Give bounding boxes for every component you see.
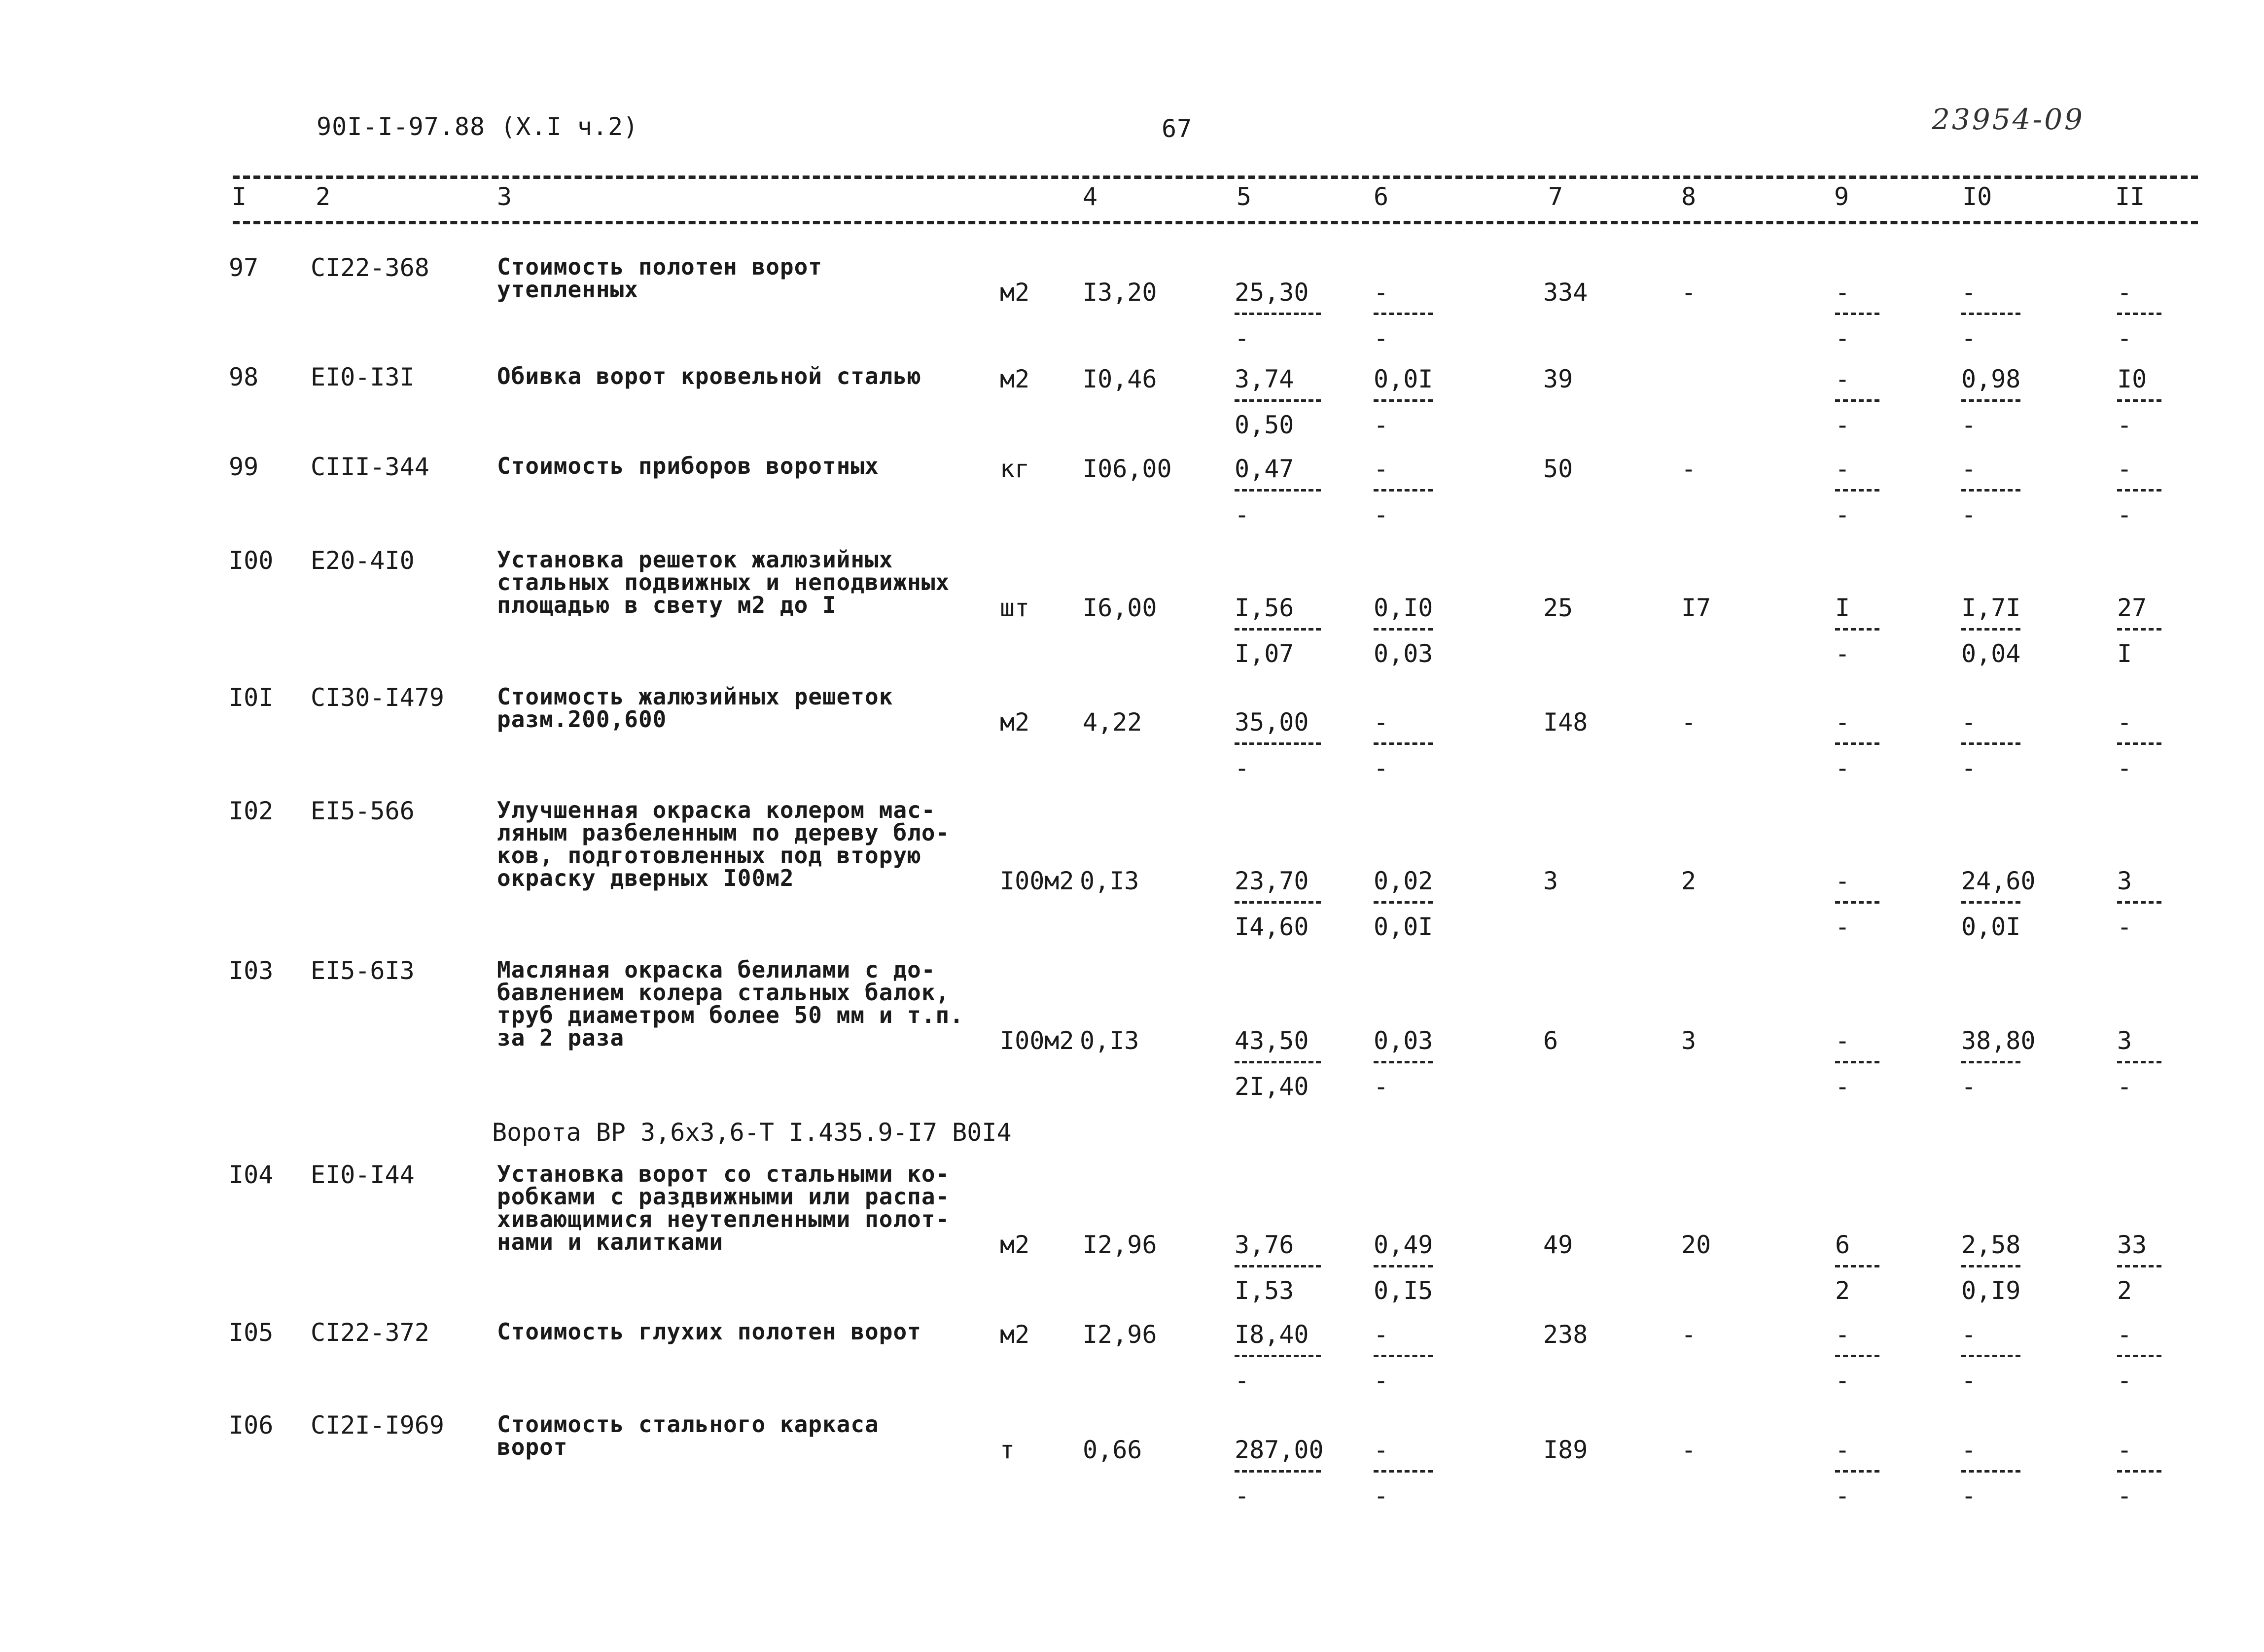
row-col10-numerator: - [1961,455,1977,483]
row-col5-divider [1235,1061,1321,1063]
row-unit: I00м2 [1000,1026,1074,1055]
row-col6-divider [1374,628,1433,631]
row-col11-denominator: - [2117,324,2132,352]
row-col10-divider [1961,399,2020,402]
row-description: Улучшенная окраска колером мас- ляным разбеленным по дереву бло- ков, подготовленных под вторую окраску дверных I00м2 [497,797,950,891]
row-col5-numerator: 23,70 [1235,867,1309,895]
row-col9-numerator: - [1835,278,1850,307]
row-col11-denominator: - [2117,1481,2132,1510]
row-col11-divider [2117,1061,2161,1063]
row-col5 [1235,1232,1321,1306]
row-col6-denominator: - [1374,500,1389,529]
row-col11-denominator: - [2117,500,2132,529]
row-col10-denominator: - [1961,1072,1977,1101]
row-col5-denominator: I,07 [1235,639,1294,668]
row-col11 [2117,869,2161,942]
row-col8: - [1681,708,1697,737]
row-quantity: 4,22 [1083,708,1142,737]
row-col11-numerator: I0 [2117,365,2147,393]
row-col6 [1374,280,1433,353]
row-col11-numerator: - [2117,278,2132,307]
column-header-9: 9 [1834,182,1849,211]
row-col11-numerator: - [2117,455,2132,483]
row-col5-numerator: I8,40 [1235,1320,1309,1349]
row-quantity: I6,00 [1083,594,1157,622]
row-col10-numerator: 2,58 [1961,1230,2021,1259]
row-col10-denominator: - [1961,1481,1977,1510]
row-col10-numerator: - [1961,278,1977,307]
row-col10-numerator: - [1961,1436,1977,1464]
row-description: Стоимость глухих полотен ворот [497,1318,921,1345]
row-col10-divider [1961,628,2020,631]
row-col8: - [1681,1436,1697,1464]
row-col5-divider [1235,1355,1321,1357]
row-col10 [1961,367,2020,440]
row-col9 [1835,367,1879,440]
row-col10-numerator: - [1961,708,1977,737]
row-col9 [1835,280,1879,353]
row-col9-denominator: - [1835,411,1850,439]
row-col6 [1374,710,1433,783]
table-header-bottom-rule [233,221,2198,224]
row-col5-denominator: 2I,40 [1235,1072,1309,1101]
row-number: I05 [229,1318,274,1347]
row-number: 98 [229,363,259,391]
row-col6-numerator: 0,49 [1374,1230,1433,1259]
row-number: I02 [229,797,274,825]
row-col6-divider [1374,1265,1433,1267]
row-col10-denominator: 0,0I [1961,913,2021,941]
row-col5 [1235,280,1321,353]
row-col7: 6 [1543,1026,1558,1055]
row-col9 [1835,1438,1879,1511]
row-col6-numerator: 0,I0 [1374,594,1433,622]
row-description: Стоимость жалюзийных решеток разм.200,600 [497,683,893,733]
row-col10 [1961,1026,2036,1102]
row-unit: м2 [1000,278,1030,307]
row-col6 [1374,367,1433,440]
row-col6-denominator: - [1374,324,1389,352]
row-col6-denominator: 0,I5 [1374,1276,1433,1305]
row-col5-numerator: 3,74 [1235,365,1294,393]
row-col6-divider [1374,901,1433,904]
row-col8: 20 [1681,1230,1711,1259]
row-code: CI2I-I969 [311,1411,444,1440]
document-code: 90I-I-97.88 (X.I ч.2) [317,112,639,141]
row-col10-denominator: - [1961,754,1977,782]
row-col10-divider [1961,1470,2020,1473]
row-col5 [1235,1322,1321,1396]
column-header-4: 4 [1083,182,1098,211]
row-quantity: 0,I3 [1080,1026,1139,1055]
row-col9-denominator: 2 [1835,1276,1850,1305]
row-col6-divider [1374,1355,1433,1357]
row-col9 [1835,1232,1879,1306]
row-col11 [2117,596,2161,669]
row-description: Стоимость полотен ворот утепленных [497,253,822,303]
row-col10 [1961,867,2036,942]
row-quantity: I2,96 [1083,1230,1157,1259]
row-col6 [1374,1438,1433,1511]
row-col5-denominator: - [1235,1481,1250,1510]
row-col10-divider [1961,1355,2020,1357]
row-col9-divider [1835,1061,1879,1063]
row-number: I0I [229,683,274,712]
row-col10-divider [1961,901,2020,904]
row-col8: 2 [1681,867,1697,895]
row-unit: I00м2 [1000,867,1074,895]
row-col9-divider [1835,1470,1879,1473]
section-title: Ворота ВР 3,6х3,6-Т I.435.9-I7 В0I4 [492,1118,1012,1147]
row-col11-denominator: - [2117,913,2132,941]
row-col6-numerator: - [1374,708,1389,737]
row-col11-numerator: - [2117,708,2132,737]
row-col9-numerator: - [1835,867,1850,895]
row-col10-divider [1961,313,2020,315]
row-col10-divider [1961,489,2020,492]
row-quantity: I3,20 [1083,278,1157,307]
row-col5-divider [1235,489,1321,492]
row-col11-divider [2117,489,2161,492]
row-col7: 49 [1543,1230,1573,1259]
column-header-2: 2 [316,182,331,211]
column-header-6: 6 [1374,182,1389,211]
column-header-1: I [232,182,247,211]
row-col10-denominator: - [1961,324,1977,352]
row-col11 [2117,1232,2161,1306]
row-unit: т [1000,1436,1015,1464]
row-col11-numerator: 3 [2117,867,2132,895]
row-col9-divider [1835,313,1879,315]
row-col5-denominator: - [1235,754,1250,782]
row-description: Установка решеток жалюзийных стальных подвижных и неподвижных площадью в свету м2 до I [497,546,950,618]
row-col5-divider [1235,901,1321,904]
row-unit: кг [1000,455,1030,483]
row-col10 [1961,1232,2020,1306]
row-col5-numerator: 0,47 [1235,455,1294,483]
row-col5 [1235,1028,1321,1102]
row-col7: 238 [1543,1320,1588,1349]
row-col10-numerator: I,7I [1961,594,2021,622]
row-col11-divider [2117,313,2161,315]
row-col5-denominator: - [1235,500,1250,529]
row-col10-numerator: - [1961,1320,1977,1349]
row-col5-numerator: 43,50 [1235,1026,1309,1055]
page-number: 67 [1162,114,1193,143]
row-col10-divider [1961,1265,2020,1267]
row-col8: - [1681,278,1697,307]
row-col6-divider [1374,313,1433,315]
row-col5-denominator: I4,60 [1235,913,1309,941]
row-code: EI5-6I3 [311,956,415,985]
row-col6 [1374,1322,1433,1396]
row-col9-numerator: - [1835,1320,1850,1349]
row-col5-divider [1235,628,1321,631]
row-col5-denominator: I,53 [1235,1276,1294,1305]
row-col5-numerator: 35,00 [1235,708,1309,737]
row-unit: м2 [1000,708,1030,737]
row-description: Установка ворот со стальными ко- робками с раздвижными или распа- хивающимися неутепленными полот- нами и калитками [497,1160,950,1255]
row-col9-divider [1835,742,1879,745]
row-col9-numerator: - [1835,365,1850,393]
row-col11 [2117,1438,2161,1511]
row-unit: м2 [1000,365,1030,393]
row-code: EI0-I3I [311,363,415,391]
row-col10 [1961,457,2020,530]
row-col5 [1235,457,1321,530]
row-number: 99 [229,453,259,481]
row-col6-denominator: - [1374,1366,1389,1395]
row-col5 [1235,367,1321,440]
row-col5-divider [1235,1470,1321,1473]
row-col5-divider [1235,1265,1321,1267]
row-col5 [1235,869,1321,942]
row-col11-divider [2117,742,2161,745]
row-quantity: I0,46 [1083,365,1157,393]
row-col5-numerator: 287,00 [1235,1436,1324,1464]
row-col11-divider [2117,901,2161,904]
row-quantity: I06,00 [1083,455,1172,483]
row-col7: I89 [1543,1436,1588,1464]
row-col6-divider [1374,489,1433,492]
row-number: I00 [229,546,274,575]
row-col10 [1961,710,2020,783]
row-code: EI5-566 [311,797,415,825]
row-col6-numerator: 0,0I [1374,365,1433,393]
column-header-7: 7 [1548,182,1563,211]
row-col6-divider [1374,742,1433,745]
row-col11-divider [2117,628,2161,631]
row-col9-divider [1835,489,1879,492]
row-col7: 334 [1543,278,1588,307]
row-col11-divider [2117,1355,2161,1357]
row-col11-denominator: - [2117,1072,2132,1101]
row-col9-denominator: - [1835,1366,1850,1395]
row-col11 [2117,457,2161,530]
row-col9-denominator: - [1835,1072,1850,1101]
row-number: 97 [229,253,259,282]
row-col9-divider [1835,901,1879,904]
row-code: CI22-372 [311,1318,429,1347]
row-col9 [1835,710,1879,783]
row-col6-denominator: - [1374,1481,1389,1510]
row-col9 [1835,457,1879,530]
row-col11-divider [2117,399,2161,402]
row-col6-divider [1374,1470,1433,1473]
row-unit: шт [1000,594,1030,622]
row-col9-denominator: - [1835,913,1850,941]
row-col9-denominator: - [1835,754,1850,782]
row-col5-divider [1235,742,1321,745]
row-col6-divider [1374,1061,1433,1063]
row-col10 [1961,1322,2020,1396]
row-col11 [2117,710,2161,783]
row-col11-denominator: - [2117,411,2132,439]
column-header-3: 3 [497,182,512,211]
row-col9 [1835,869,1879,942]
row-col9 [1835,1322,1879,1396]
row-col11-denominator: I [2117,639,2132,668]
row-col10-denominator: - [1961,411,1977,439]
row-col9-numerator: - [1835,1026,1850,1055]
row-col10 [1961,1438,2020,1511]
row-col11 [2117,367,2161,440]
row-col9 [1835,1028,1879,1102]
row-col5-divider [1235,399,1321,402]
row-col8: 3 [1681,1026,1697,1055]
row-col10-denominator: - [1961,500,1977,529]
row-col5-divider [1235,313,1321,315]
row-col7: 50 [1543,455,1573,483]
row-col11-denominator: - [2117,1366,2132,1395]
row-col8: - [1681,1320,1697,1349]
row-col6-numerator: - [1374,455,1389,483]
row-col6-denominator: - [1374,754,1389,782]
row-col6 [1374,457,1433,530]
row-col6-denominator: 0,0I [1374,913,1433,941]
row-col5-denominator: 0,50 [1235,411,1294,439]
row-code: CI30-I479 [311,683,444,712]
row-col7: I48 [1543,708,1588,737]
row-col5 [1235,710,1321,783]
row-col6-numerator: - [1374,1436,1389,1464]
row-col7: 3 [1543,867,1558,895]
row-col8: I7 [1681,594,1711,622]
row-col6-denominator: - [1374,1072,1389,1101]
row-col9-divider [1835,399,1879,402]
row-col10-divider [1961,742,2020,745]
row-col10-denominator: 0,04 [1961,639,2021,668]
row-description: Стоимость приборов воротных [497,453,879,479]
row-col10-divider [1961,1061,2020,1063]
row-col6-numerator: 0,03 [1374,1026,1433,1055]
row-col6-divider [1374,399,1433,402]
row-col11-denominator: - [2117,754,2132,782]
row-col11 [2117,280,2161,353]
row-col9-denominator: - [1835,1481,1850,1510]
row-col11-numerator: - [2117,1320,2132,1349]
row-col6 [1374,1028,1433,1102]
row-col5 [1235,596,1321,669]
row-col9-numerator: - [1835,455,1850,483]
row-number: I06 [229,1411,274,1440]
row-unit: м2 [1000,1320,1030,1349]
row-col10-denominator: 0,I9 [1961,1276,2021,1305]
row-col9-denominator: - [1835,500,1850,529]
row-col5-numerator: 3,76 [1235,1230,1294,1259]
row-quantity: 0,66 [1083,1436,1142,1464]
row-col10-numerator: 0,98 [1961,365,2021,393]
row-col9-divider [1835,1265,1879,1267]
row-col11-divider [2117,1265,2161,1267]
row-col6-denominator: 0,03 [1374,639,1433,668]
row-col9-numerator: - [1835,1436,1850,1464]
row-col9-divider [1835,628,1879,631]
handwritten-stamp: 23954-09 [1932,103,2085,136]
row-code: E20-4I0 [311,546,415,575]
row-col9-divider [1835,1355,1879,1357]
row-col6 [1374,1232,1433,1306]
row-quantity: I2,96 [1083,1320,1157,1349]
row-col6-numerator: - [1374,1320,1389,1349]
column-header-11: II [2115,182,2145,211]
row-code: EI0-I44 [311,1160,415,1189]
row-col6 [1374,869,1433,942]
row-col5 [1235,1436,1324,1511]
row-col7: 39 [1543,365,1573,393]
column-header-5: 5 [1237,182,1252,211]
row-col11-numerator: 27 [2117,594,2147,622]
table-header-top-rule [233,176,2198,179]
row-description: Масляная окраска белилами с до- бавлением колера стальных балок, труб диаметром более 50 мм и т.п. за 2 раза [497,956,964,1051]
row-code: CI22-368 [311,253,429,282]
row-col11 [2117,1322,2161,1396]
row-col5-numerator: I,56 [1235,594,1294,622]
row-col9 [1835,596,1879,669]
row-col8: - [1681,455,1697,483]
row-col9-denominator: - [1835,324,1850,352]
row-col11 [2117,1028,2161,1102]
row-col6-numerator: 0,02 [1374,867,1433,895]
row-number: I03 [229,956,274,985]
column-header-8: 8 [1681,182,1697,211]
row-col9-numerator: 6 [1835,1230,1850,1259]
row-col6-numerator: - [1374,278,1389,307]
row-col5-numerator: 25,30 [1235,278,1309,307]
row-unit: м2 [1000,1230,1030,1259]
row-description: Стоимость стального каркаса ворот [497,1411,879,1460]
row-col10 [1961,280,2020,353]
row-col11-numerator: 33 [2117,1230,2147,1259]
row-number: I04 [229,1160,274,1189]
row-col6-denominator: - [1374,411,1389,439]
row-col10-numerator: 24,60 [1961,867,2036,895]
row-col10 [1961,596,2020,669]
row-quantity: 0,I3 [1080,867,1139,895]
row-col9-denominator: - [1835,639,1850,668]
row-col11-numerator: 3 [2117,1026,2132,1055]
row-col9-numerator: - [1835,708,1850,737]
row-col10-denominator: - [1961,1366,1977,1395]
row-col7: 25 [1543,594,1573,622]
row-col5-denominator: - [1235,1366,1250,1395]
row-code: CIII-344 [311,453,429,481]
row-description: Обивка ворот кровельной сталью [497,363,921,389]
row-col5-denominator: - [1235,324,1250,352]
row-col10-numerator: 38,80 [1961,1026,2036,1055]
row-col6 [1374,596,1433,669]
row-col11-numerator: - [2117,1436,2132,1464]
row-col9-numerator: I [1835,594,1850,622]
row-col11-denominator: 2 [2117,1276,2132,1305]
row-col11-divider [2117,1470,2161,1473]
column-header-10: I0 [1962,182,1992,211]
